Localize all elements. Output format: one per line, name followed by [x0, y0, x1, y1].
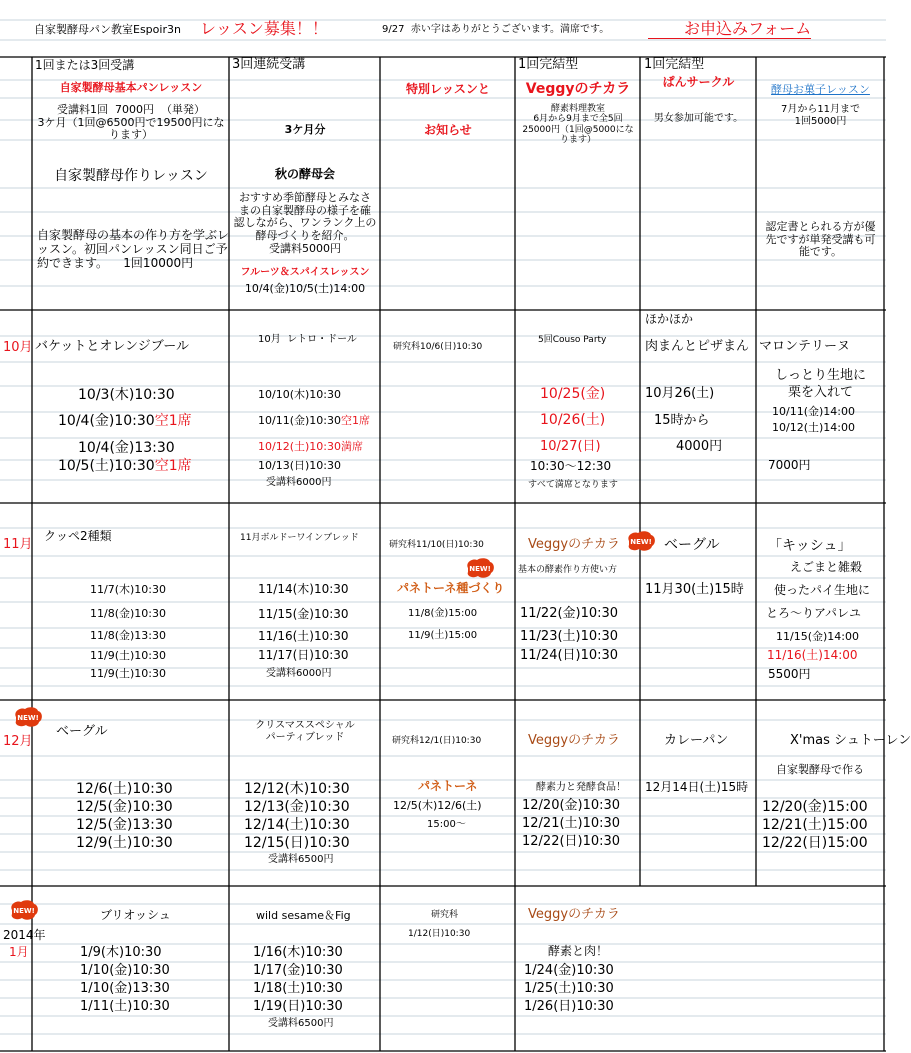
certificate-note: 認定書とられる方が優 先ですが単発受講も可 能です。 [765, 220, 876, 259]
seat-available-1: 空1席 [154, 413, 192, 429]
oct-c2-date-3: 10/12(土)10:30満席 [258, 440, 363, 453]
year-label: 2014年 [3, 928, 46, 942]
oct-c4-date-1: 10/25(金) [540, 386, 606, 402]
new-badge-icon [13, 706, 43, 728]
course-link-sweets[interactable]: 酵母お菓子レッスン [771, 83, 870, 96]
oct-c4-time: 10:30〜12:30 [530, 459, 612, 473]
jan-c2-date-3: 1/18(土)10:30 [253, 981, 343, 996]
nov-c6-desc-2: とろ〜りアパレユ [766, 606, 862, 620]
dec-c2-fee: 受講料6500円 [268, 854, 334, 865]
course-title-basic-bread: 自家製酵母基本パンレッスン [59, 81, 203, 94]
course-term-col2: 3ケ月分 [284, 123, 326, 136]
dec-c3-time: 15:00〜 [427, 819, 466, 830]
nov-c3-sub: パネトーネ種づくり [397, 581, 505, 595]
course-fee-basic-bread: 受講料1回 7000円 （単発） 3ケ月（1回@6500円で19500円にな ります） [37, 103, 225, 142]
month-label-oct: 10月 [3, 340, 33, 355]
oct-c4-note: すべて満席となります [528, 480, 618, 490]
jan-c2-date-1: 1/16(木)10:30 [253, 945, 343, 960]
oct-date-1: 10/3(木)10:30 [78, 387, 175, 403]
dec-date-2: 12/5(金)10:30 [76, 799, 173, 815]
oct-date-3: 10/4(金)13:30 [78, 440, 175, 456]
nov-c3-date-2: 11/9(土)15:00 [408, 630, 478, 641]
oct-date-2: 10/4(金)10:30空1席 [58, 413, 192, 429]
nov-c2-name: 11月ボルドーワインブレッド [240, 533, 359, 543]
autumn-yeast-title: 秋の酵母会 [274, 167, 335, 181]
new-badge-icon [465, 557, 495, 579]
oct-lesson-name: バケットとオレンジブール [35, 339, 190, 354]
nov-c6-name: 「キッシュ」 [768, 538, 852, 554]
month-label-nov: 11月 [3, 537, 33, 552]
dec-c2-date-1: 12/12(木)10:30 [244, 781, 350, 797]
nov-c6-desc: 使ったパイ生地に [774, 583, 871, 597]
nov-date-3: 11/8(金)13:30 [90, 629, 166, 642]
jan-c4-date-1: 1/24(金)10:30 [524, 963, 614, 978]
nov-c3-name: 研究科11/10(日)10:30 [389, 540, 484, 550]
nov-c6-date-2: 11/16(土)14:00 [767, 648, 858, 662]
nov-c2-date-4: 11/17(日)10:30 [258, 648, 349, 662]
course-desc-sweets: 7月から11月まで 1回5000円 [780, 104, 861, 127]
new-badge-label: NEW! [469, 565, 491, 573]
jan-date-2: 1/10(金)10:30 [80, 963, 170, 978]
nov-lesson-name: クッペ2種類 [44, 529, 112, 543]
header-notice: 9/27 赤い字はありがとうございます。満席です。 [382, 24, 610, 35]
nov-c6-sub: えごまと雑穀 [790, 560, 863, 574]
jan-lesson-name: ブリオッシュ [100, 908, 171, 922]
oct-c6-name: マロンテリーヌ [759, 339, 851, 354]
course-title-pan-circle: ぱんサークル [662, 75, 735, 89]
oct-c2-fee: 受講料6000円 [266, 477, 332, 488]
jan-date-3: 1/10(金)13:30 [80, 981, 170, 996]
new-badge-label: NEW! [630, 538, 652, 546]
dec-c6-date-2: 12/21(土)15:00 [762, 817, 868, 833]
yeast-lesson-desc: 自家製酵母の基本の作り方を学ぶレ ッスン。初回パンレッスン同日ご予 約できます。 1回10000円 [37, 228, 230, 270]
dec-lesson-name: ベーグル [56, 724, 108, 739]
dec-c2-date-4: 12/15(日)10:30 [244, 835, 350, 851]
jan-c2-name: wild sesame＆Fig [256, 909, 351, 922]
nov-c4-sub: 基本の酵素作り方使い方 [518, 565, 618, 575]
special-lesson-title: 特別レッスンと [406, 82, 490, 96]
school-name: 自家製酵母パン教室Espoir3n [34, 23, 181, 36]
oct-c2-date-1: 10/10(木)10:30 [258, 388, 341, 401]
nov-c5-name: ベーグル [664, 537, 720, 553]
oct-c6-date-2: 10/12(土)14:00 [772, 421, 855, 434]
fruit-spice-dates: 10/4(金)10/5(土)14:00 [244, 282, 366, 295]
autumn-yeast-desc: おすすめ季節酵母とみなさ まの自家製酵母の様子を確 認しながら、ワンランク上の 酵母づくりを紹介。 受講料5000円 [233, 191, 377, 255]
jan-c2-date-2: 1/17(金)10:30 [253, 963, 343, 978]
new-badge-label: NEW! [17, 714, 39, 722]
nov-c6-date-1: 11/15(金)14:00 [776, 630, 859, 643]
oct-c6-desc: しっとり生地に 栗を入れて [774, 368, 866, 400]
oct-c2-date-4: 10/13(日)10:30 [258, 459, 341, 472]
new-badge-label: NEW! [13, 907, 35, 915]
month-label-dec: 12月 [3, 734, 33, 749]
oct-c4-date-2: 10/26(土) [540, 412, 606, 428]
dec-c2-date-3: 12/14(土)10:30 [244, 817, 350, 833]
seat-available-2: 空1席 [154, 458, 192, 474]
course-title-veggy: Veggyのチカラ [525, 81, 631, 97]
jan-c4-date-3: 1/26(日)10:30 [524, 999, 614, 1014]
jan-c3-name: 研究科 [431, 910, 459, 920]
nov-date-1: 11/7(木)10:30 [90, 583, 166, 596]
course-desc-pan-circle: 男女参加可能です。 [653, 113, 744, 124]
dec-c2-date-2: 12/13(金)10:30 [244, 799, 350, 815]
nov-c6-fee: 5500円 [768, 667, 811, 681]
nov-c4-name: Veggyのチカラ [528, 537, 620, 552]
oct-c2-name: 10月 レトロ・ドール [258, 334, 357, 345]
oct-c5-pre: ほかほか [645, 312, 694, 326]
dec-date-3: 12/5(金)13:30 [76, 817, 173, 833]
nov-c3-date-1: 11/8(金)15:00 [408, 608, 478, 619]
dec-c6-name: X'mas シュトーレン [790, 733, 911, 748]
nov-c2-date-3: 11/16(土)10:30 [258, 629, 349, 643]
type-label-col5: 1回完結型 [644, 57, 705, 72]
nov-c2-date-2: 11/15(金)10:30 [258, 607, 349, 621]
nov-c2-date-1: 11/14(木)10:30 [258, 582, 349, 596]
application-form-link[interactable]: お申込みフォーム [648, 20, 811, 39]
type-label-col4: 1回完結型 [518, 57, 579, 72]
recruit-heading: レッスン募集！！ [200, 19, 328, 38]
nov-c2-fee: 受講料6000円 [266, 668, 332, 679]
oct-c5-time: 15時から [654, 413, 710, 428]
oct-c2-date-2: 10/11(金)10:30空1席 [258, 414, 370, 427]
dec-date-4: 12/9(土)10:30 [76, 835, 173, 851]
nov-date-2: 11/8(金)10:30 [90, 607, 166, 620]
new-badge-icon [626, 530, 656, 552]
dec-c4-date-3: 12/22(日)10:30 [522, 834, 621, 849]
dec-c4-date-1: 12/20(金)10:30 [522, 798, 621, 813]
dec-c6-date-3: 12/22(日)15:00 [762, 835, 868, 851]
type-label-col2: 3回連続受講 [232, 57, 306, 72]
oct-c6-date-1: 10/11(金)14:00 [772, 405, 855, 418]
nov-c4-date-1: 11/22(金)10:30 [520, 606, 619, 621]
oct-c5-fee: 4000円 [676, 439, 723, 454]
jan-c4-date-2: 1/25(土)10:30 [524, 981, 614, 996]
nov-c4-date-2: 11/23(土)10:30 [520, 629, 619, 644]
jan-c4-name: Veggyのチカラ [528, 907, 620, 922]
yeast-lesson-title: 自家製酵母作りレッスン [54, 168, 208, 184]
oct-date-4: 10/5(土)10:30空1席 [58, 458, 192, 474]
dec-c6-date-1: 12/20(金)15:00 [762, 799, 868, 815]
dec-c4-date-2: 12/21(土)10:30 [522, 816, 621, 831]
dec-c3-sub: パネトーネ [418, 779, 478, 793]
oct-c4-date-3: 10/27(日) [540, 439, 601, 454]
jan-c2-date-4: 1/19(日)10:30 [253, 999, 343, 1014]
jan-c3-date: 1/12(日)10:30 [408, 929, 471, 939]
oct-c5-date: 10月26(土) [645, 386, 715, 401]
course-desc-veggy: 酵素料理教室 6月から9月まで全5回 25000円（1回@5000にな ります） [522, 104, 634, 146]
dec-c6-sub: 自家製酵母で作る [776, 763, 864, 776]
dec-c5-name: カレーパン [664, 733, 729, 748]
jan-c2-fee: 受講料6500円 [268, 1018, 334, 1029]
month-label-jan: 1月 [9, 945, 29, 959]
nov-c4-date-3: 11/24(日)10:30 [520, 648, 619, 663]
seat-available-3: 空1席 [340, 414, 370, 427]
oct-c4-name: 5回Couso Party [538, 335, 607, 345]
nov-c5-date: 11月30(土)15時 [645, 582, 744, 597]
jan-c4-sub: 酵素と肉！ [548, 944, 609, 958]
jan-date-4: 1/11(土)10:30 [80, 999, 170, 1014]
dec-c4-sub: 酵素力と発酵食品！ [536, 782, 626, 793]
jan-date-1: 1/9(木)10:30 [80, 945, 162, 960]
dec-c4-name: Veggyのチカラ [528, 733, 620, 748]
special-lesson-title-2: お知らせ [424, 123, 472, 137]
nov-date-5: 11/9(土)10:30 [90, 667, 166, 680]
dec-c3-name: 研究科12/1(日)10:30 [392, 736, 482, 746]
oct-c3-name: 研究科10/6(日)10:30 [393, 342, 483, 352]
oct-c5-name: 肉まんとピザまん [645, 339, 750, 354]
new-badge-icon [9, 899, 39, 921]
dec-date-1: 12/6(土)10:30 [76, 781, 173, 797]
type-label-col1: 1回または3回受講 [35, 58, 135, 72]
dec-c5-date: 12月14日(土)15時 [645, 780, 749, 794]
dec-c2-name: クリスマススペシャル パーティブレッド [255, 720, 355, 743]
dec-c3-date: 12/5(木)12/6(土) [393, 799, 482, 812]
nov-date-4: 11/9(土)10:30 [90, 649, 166, 662]
fruit-spice-lesson: フルーツ＆スパイスレッスン [240, 267, 370, 278]
oct-c6-fee: 7000円 [768, 458, 811, 472]
